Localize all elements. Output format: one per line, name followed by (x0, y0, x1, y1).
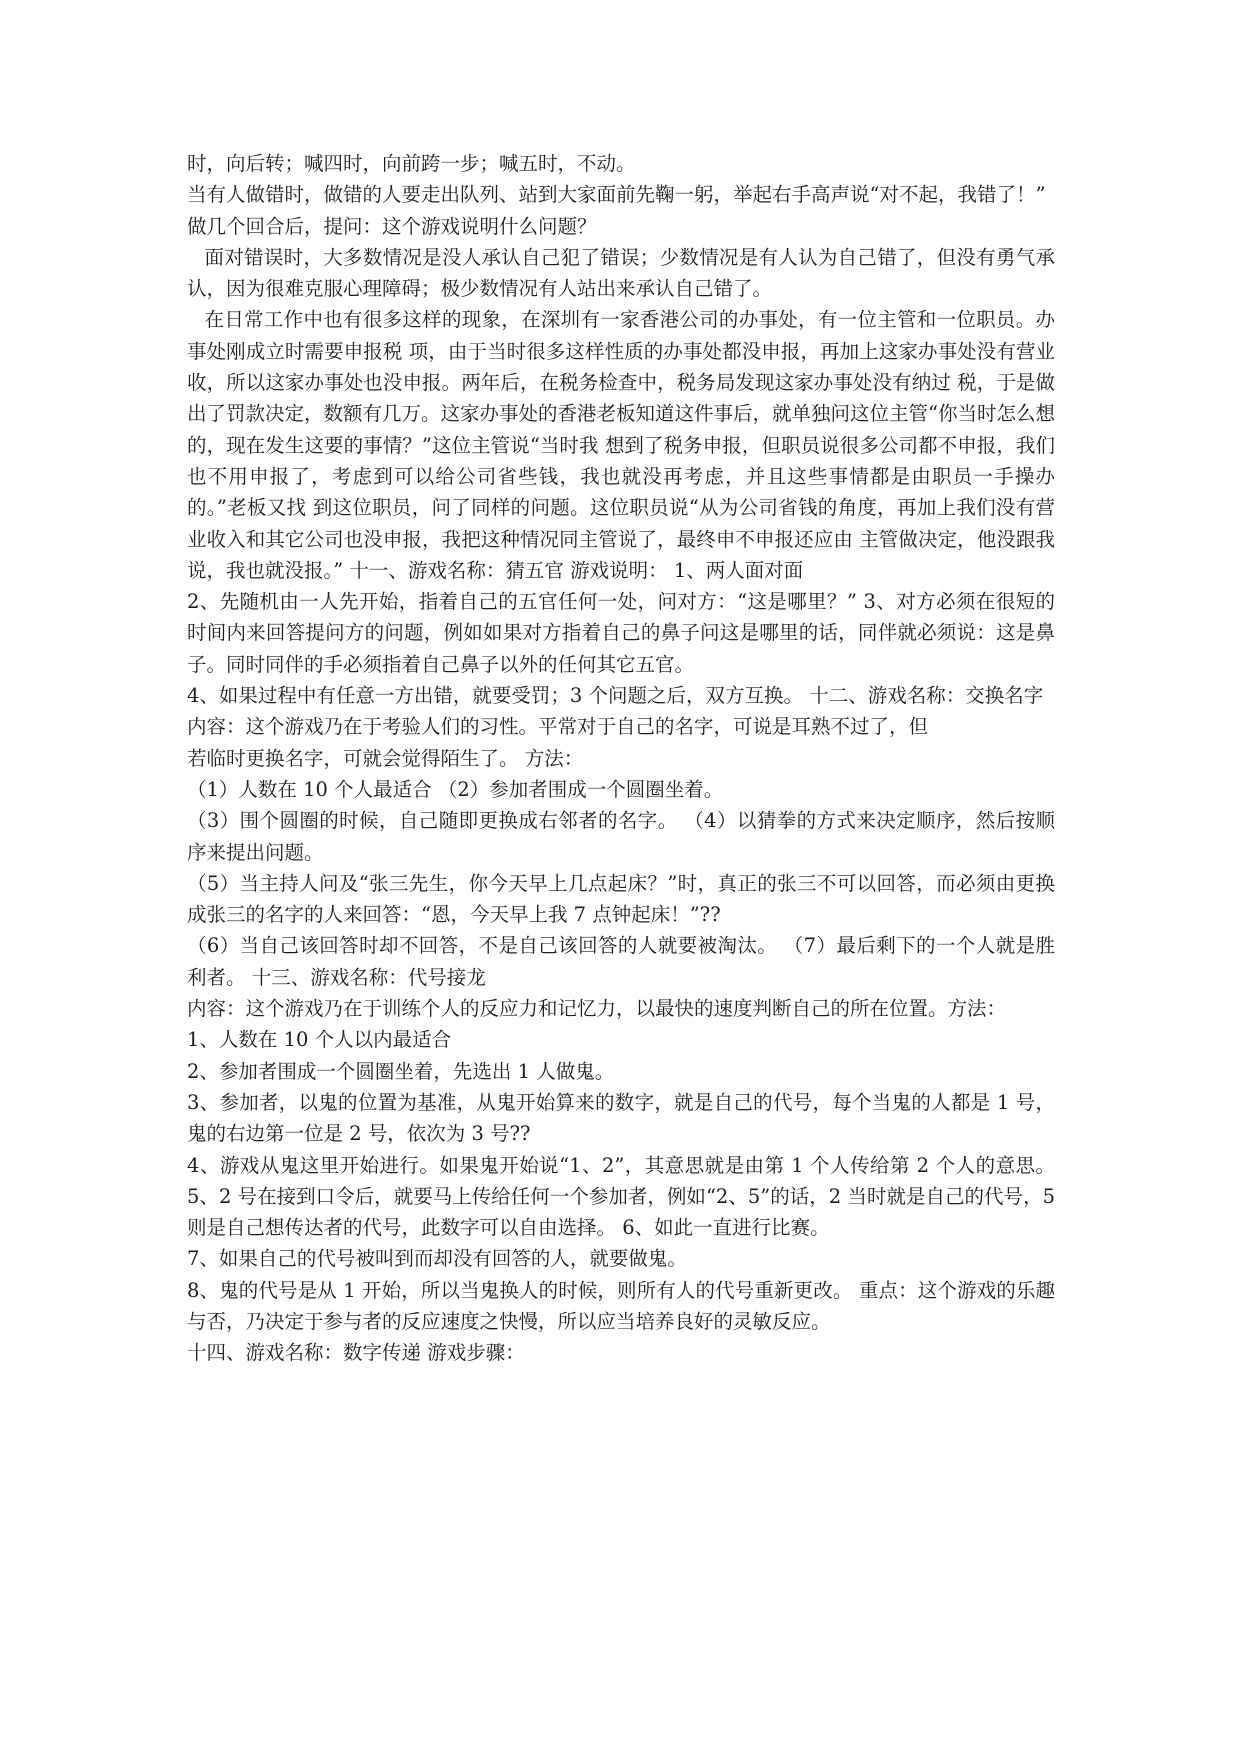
paragraph-p21: 十四、游戏名称：数字传递 游戏步骤： (187, 1341, 525, 1365)
paragraph-p12: （5）当主持人问及“张三先生，你今天早上几点起床？”时，真正的张三不可以回答，而必须由更换成张三的名字的人来回答：“恩，今天早上我 7 点钟起床！”?? (187, 871, 1055, 927)
paragraph-p11: （3）围个圆圈的时候，自己随即更换成右邻者的名字。 （4）以猜拳的方式来决定顺序，然后按顺序来提出问题。 (187, 809, 1055, 864)
paragraph-p16: 2、参加者围成一个圆圈坐着，先选出 1 人做鬼。 (187, 1059, 615, 1083)
paragraph-p7: 4、如果过程中有任意一方出错，就要受罚；3 个问题之后，双方互换。 十二、游戏名称：交换名字 (187, 684, 1044, 708)
paragraph-p19: 7、如果自己的代号被叫到而却没有回答的人，就要做鬼。 (187, 1247, 687, 1271)
paragraph-p8: 内容：这个游戏乃在于考验人们的习性。平常对于自己的名字，可说是耳熟不过了，但 (187, 715, 929, 739)
paragraph-p1: 时，向后转；喊四时，向前跨一步；喊五时，不动。 (187, 152, 636, 175)
paragraph-p20: 8、鬼的代号是从 1 开始，所以当鬼换人的时候，则所有人的代号重新更改。 重点：这个游戏的乐趣与否，乃决定于参与者的反应速度之快慢，所以应当培养良好的灵敏反应。 (187, 1278, 1055, 1333)
paragraph-p10: （1）人数在 10 个人最适合 （2）参加者围成一个圆圈坐着。 (187, 777, 724, 801)
paragraph-p17: 3、参加者，以鬼的位置为基准，从鬼开始算来的数字，就是自己的代号，每个当鬼的人都是 1 号，鬼的右边第一位是 2 号，依次为 3 号?? (187, 1090, 1055, 1146)
paragraph-p18: 4、游戏从鬼这里开始进行。如果鬼开始说“1、2”，其意思就是由第 1 个人传给第 2 个人的意思。 5、2 号在接到口令后，就要马上传给任何一个参加者，例如“2、5”的话，2 当时就是自己的代号，5 则是自己想传达者的代号，此数字可以自由选择。 6、如此一直进行比赛。 (187, 1153, 1062, 1240)
paragraph-p2: 当有人做错时，做错的人要走出队列、站到大家面前先鞠一躬，举起右手高声说“对不起，我错了！” (187, 183, 1046, 207)
paragraph-p4: 面对错误时，大多数情况是没人承认自己犯了错误；少数情况是有人认为自己错了，但没有勇气承认，因为很难克服心理障碍；极少数情况有人站出来承认自己错了。 (187, 245, 1055, 301)
paragraph-p13: （6）当自己该回答时却不回答，不是自己该回答的人就要被淘汰。 （7）最后剩下的一个人就是胜利者。 十三、游戏名称：代号接龙 (187, 934, 1055, 989)
paragraph-p15: 1、人数在 10 个人以内最适合 (187, 1028, 452, 1052)
paragraph-p6: 2、先随机由一人先开始，指着自己的五官任何一处，问对方：“这是哪里？” 3、对方必须在很短的时间内来回答提问方的问题，例如如果对方指着自己的鼻子问这是哪里的话，同伴就必须说：这是鼻子。同时同伴的手必须指着自己鼻子以外的任何其它五官。 (187, 590, 1055, 676)
document-body (187, 148, 1062, 1369)
paragraph-p3: 做几个回合后，提问：这个游戏说明什么问题？ (187, 214, 597, 238)
paragraph-p5: 在日常工作中也有很多这样的现象，在深圳有一家香港公司的办事处，有一位主管和一位职员。办事处刚成立时需要申报税 项，由于当时很多这样性质的办事处都没申报，再加上这家办事处没有营业收，所以这家办事处也没申报。两年后，在税务检查中，税务局发现这家办事处没有纳过 税，于是做出了罚款决定，数额有几万。这家办事处的香港老板知道这件事后，就单独问这位主管“你当时怎么想的，现在发生这要的事情？”这位主管说“当时我 想到了税务申报，但职员说很多公司都不申报，我们也不用申报了，考虑到可以给公司省些钱，我也就没再考虑，并且这些事情都是由职员一手操办的。”老板又找 到这位职员，问了同样的问题。这位职员说“从为公司省钱的角度，再加上我们没有营业收入和其它公司也没申报，我把这种情况同主管说了，最终申不申报还应由 主管做决定，他没跟我说，我也就没报。” 十一、游戏名称：猜五官 游戏说明： 1、两人面对面 (187, 308, 1055, 582)
paragraph-p9: 若临时更换名字，可就会觉得陌生了。 方法： (187, 746, 584, 770)
paragraph-p14: 内容：这个游戏乃在于训练个人的反应力和记忆力，以最快的速度判断自己的所在位置。方法： (187, 997, 1007, 1021)
